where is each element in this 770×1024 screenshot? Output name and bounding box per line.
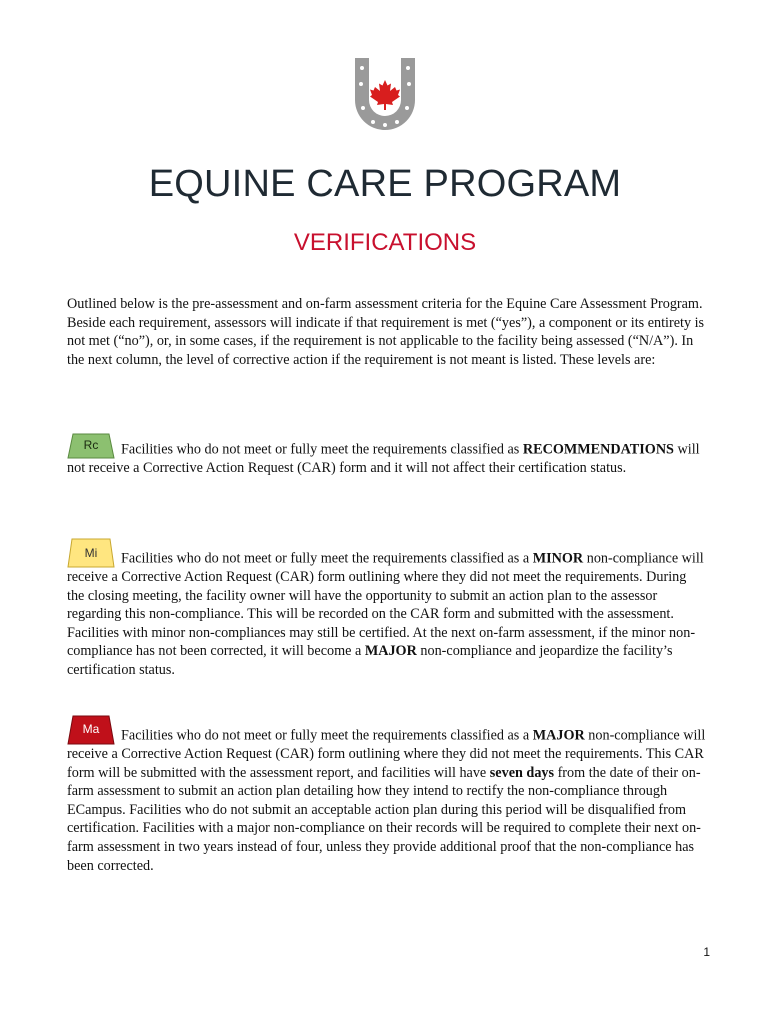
minor-paragraph: Mi Facilities who do not meet or fully meet the requirements classified as a MINOR non-compliance will receive a Corrective Action Request (CAR) form outlining where they did not meet the requirements. During the closing meeting, the facility owner will have the opportunity to submit an action plan to the assessor regarding this non-compliance. This will be recorded on the CAR form and submitted with the assessment. Facilities with minor non-compliances may still be certified. At the next on-farm assessment, if the minor non-compliance has not been corrected, it will become a MAJOR non-compliance and jeopardize the facility’s certification status.: [67, 538, 707, 680]
page-subtitle: VERIFICATIONS: [293, 229, 477, 256]
major-paragraph: Ma Facilities who do not meet or fully meet the requirements classified as a MAJOR non-compliance will receive a Corrective Action Request (CAR) form outlining where they did not meet the requirements. This CAR form will be submitted with the assessment report, and facilities will have seven days from the date of their on-farm assessment to submit an action plan detailing how they intend to rectify the non-compliance through ECampus. Facilities who do not submit an acceptable action plan during this period will be disqualified from certification. Facilities with a major non-compliance on their records will be required to complete their next on-farm assessment in two years instead of four, unless they provide additional proof that the non-compliance has been corrected.: [67, 715, 707, 875]
horseshoe-maple-leaf-logo: [335, 50, 435, 150]
major-badge: Ma: [67, 715, 115, 745]
intro-paragraph: Outlined below is the pre-assessment and on-farm assessment criteria for the Equine Care Assessment Program. Beside each requirement, assessors will indicate if that requirement is met (“yes”), a component or its entirety is not met (“no”), or, in some cases, if the requirement is not applicable to the facility being assessed (“N/A”). In the next column, the level of corrective action if the requirement is not meant is listed. These levels are:: [67, 296, 705, 368]
recommendation-badge: Rc: [67, 433, 115, 459]
page-number: 1: [703, 945, 710, 959]
recommendation-paragraph: Rc Facilities who do not meet or fully meet the requirements classified as RECOMMENDATIONS will not receive a Corrective Action Request (CAR) form and it will not affect their certification status.: [67, 433, 707, 478]
page-title: EQUINE CARE PROGRAM: [148, 163, 622, 205]
minor-badge: Mi: [67, 538, 115, 568]
